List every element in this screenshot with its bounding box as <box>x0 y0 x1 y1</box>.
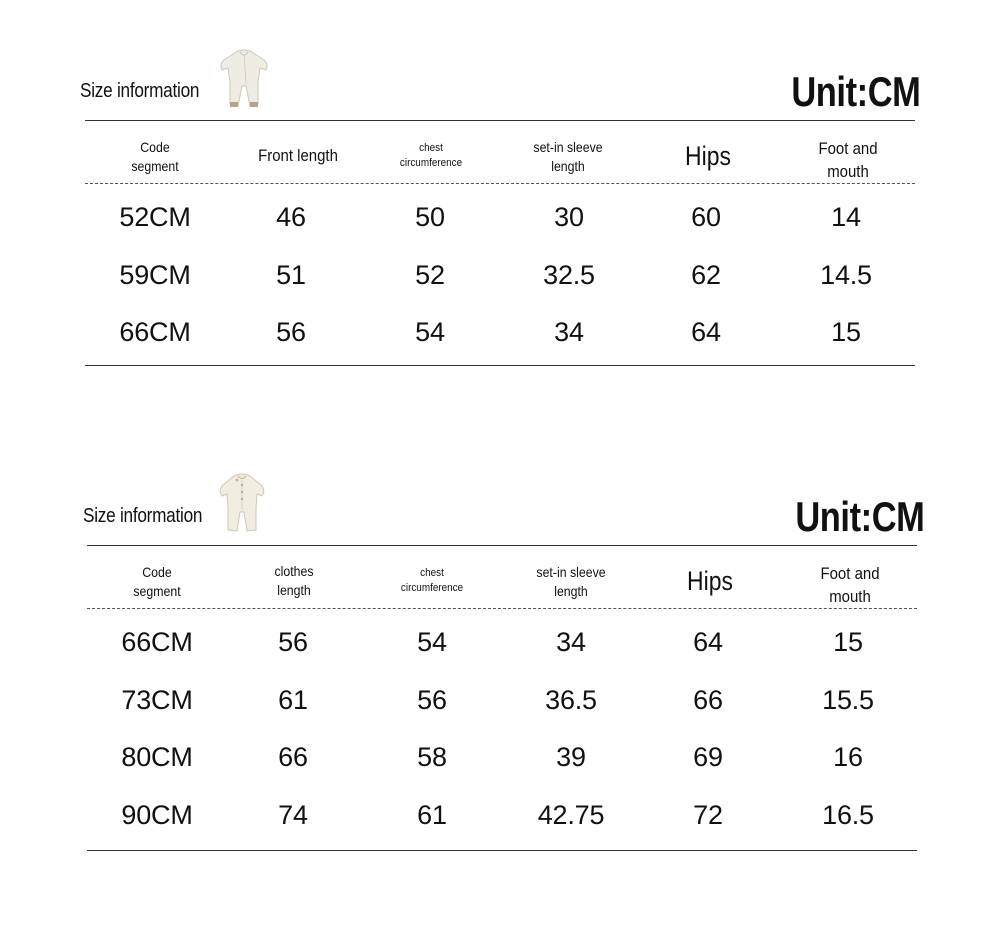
measurement-cell: 54 <box>415 317 445 347</box>
table-bottom-rule <box>87 850 917 851</box>
measurement-cell: 62 <box>691 259 721 290</box>
size-code-cell: 66CM <box>119 317 191 347</box>
header-clothes-length: clothes length <box>274 563 314 598</box>
table-top-rule <box>85 120 915 121</box>
measurement-cell: 64 <box>691 317 721 347</box>
size-code-cell: 59CM <box>119 259 191 290</box>
section-title: Size information <box>83 505 203 527</box>
header-code-segment: Code segment <box>133 564 181 599</box>
measurement-cell: 56 <box>278 627 308 657</box>
measurement-cell: 34 <box>556 627 586 657</box>
size-code-cell: 66CM <box>121 627 193 657</box>
measurement-cell: 34 <box>554 317 584 347</box>
header-chest-circumference: chest circumference <box>400 567 464 594</box>
measurement-cell: 69 <box>693 742 723 772</box>
header-foot-mouth: Foot and mouth <box>820 564 880 606</box>
header-chest-circumference: chest circumference <box>399 142 463 169</box>
measurement-cell: 60 <box>691 202 721 232</box>
table-top-rule <box>87 545 917 546</box>
header-sleeve-length: set-in sleeve length <box>533 139 603 174</box>
size-code-cell: 80CM <box>121 742 193 772</box>
size-code-cell: 52CM <box>119 202 191 232</box>
measurement-cell: 15 <box>833 627 863 657</box>
baby-romper-icon <box>214 470 270 534</box>
measurement-cell: 61 <box>278 684 308 715</box>
baby-romper-icon <box>216 46 272 110</box>
header-front-length: Front length <box>258 146 338 165</box>
measurement-cell: 51 <box>276 259 306 290</box>
measurement-cell: 32.5 <box>543 259 595 290</box>
measurement-cell: 56 <box>417 684 447 715</box>
header-foot-mouth: Foot and mouth <box>818 139 878 181</box>
size-code-cell: 90CM <box>121 799 193 830</box>
measurement-cell: 15.5 <box>822 684 874 715</box>
measurement-cell: 14 <box>831 202 861 232</box>
measurement-cell: 16.5 <box>822 799 874 830</box>
unit-label: Unit:CM <box>790 68 920 115</box>
measurement-cell: 56 <box>276 317 306 347</box>
header-divider <box>85 183 915 184</box>
size-code-cell: 73CM <box>121 684 193 715</box>
measurement-cell: 52 <box>415 259 445 290</box>
header-hips: Hips <box>687 566 733 596</box>
unit-label: Unit:CM <box>794 493 924 540</box>
header-sleeve-length: set-in sleeve length <box>536 564 606 599</box>
header-hips: Hips <box>685 141 731 171</box>
measurement-cell: 74 <box>278 799 308 830</box>
table-bottom-rule <box>85 365 915 366</box>
measurement-cell: 58 <box>417 742 447 772</box>
measurement-cell: 42.75 <box>537 799 605 830</box>
header-code-segment: Code segment <box>131 139 179 174</box>
measurement-cell: 66 <box>278 742 308 772</box>
measurement-cell: 46 <box>276 202 306 232</box>
measurement-cell: 54 <box>417 627 447 657</box>
measurement-cell: 14.5 <box>820 259 872 290</box>
measurement-cell: 39 <box>556 742 586 772</box>
measurement-cell: 72 <box>693 799 723 830</box>
measurement-cell: 64 <box>693 627 723 657</box>
measurement-cell: 30 <box>554 202 584 232</box>
measurement-cell: 36.5 <box>545 684 597 715</box>
measurement-cell: 66 <box>693 684 723 715</box>
header-divider <box>87 608 917 609</box>
measurement-cell: 15 <box>831 317 861 347</box>
section-title: Size information <box>80 80 200 102</box>
measurement-cell: 16 <box>833 742 863 772</box>
measurement-cell: 61 <box>417 799 447 830</box>
measurement-cell: 50 <box>415 202 445 232</box>
